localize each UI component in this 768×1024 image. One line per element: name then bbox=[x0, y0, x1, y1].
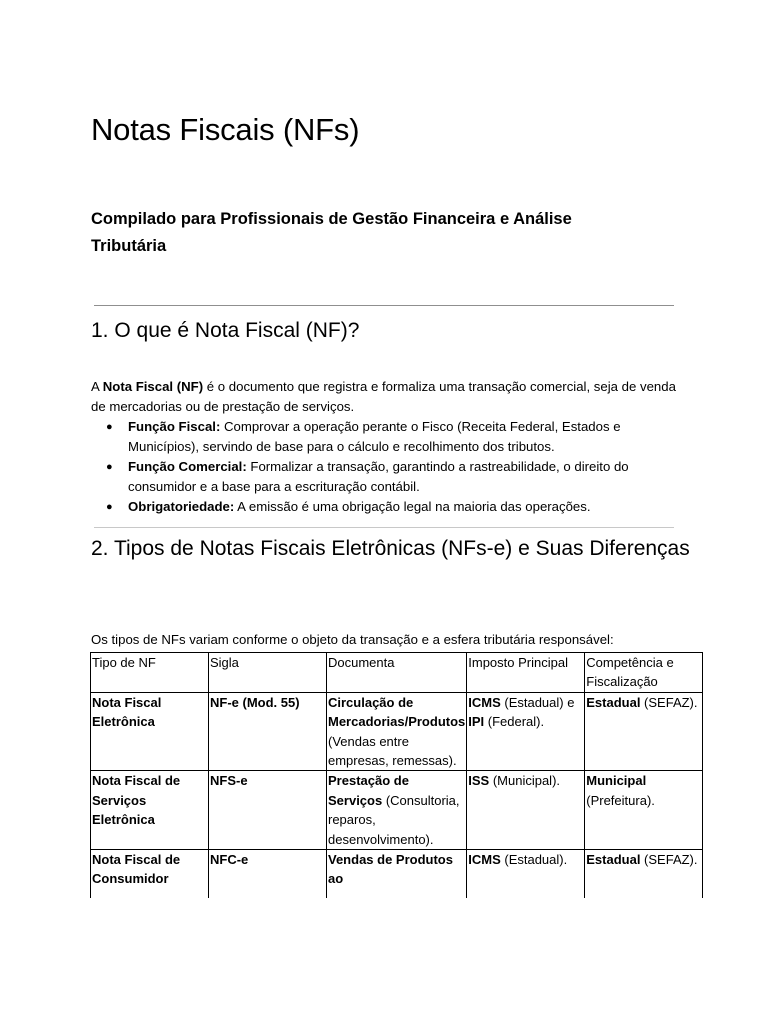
cell-bold-text: Estadual bbox=[586, 852, 641, 868]
intro-bold: Nota Fiscal (NF) bbox=[102, 379, 204, 394]
cell-bold-text: Prestação de Serviços bbox=[328, 773, 409, 808]
table-cell-competencia bbox=[585, 692, 703, 771]
bullet-item-funcao-comercial bbox=[91, 457, 681, 497]
cell-bold-text: ICMS bbox=[468, 852, 501, 868]
table-cell-documenta bbox=[327, 771, 467, 850]
bullet-label: Função Comercial: bbox=[128, 459, 247, 474]
cell-text: NFS-e bbox=[210, 773, 248, 789]
section-1-heading: 1. O que é Nota Fiscal (NF)? bbox=[91, 319, 360, 342]
table-cell-competencia bbox=[585, 771, 703, 850]
cell-text: Nota Fiscal de Serviços Eletrônica bbox=[92, 773, 181, 828]
table-header-cell: Sigla bbox=[209, 653, 327, 693]
table-cell-sigla bbox=[209, 771, 327, 850]
bullet-label: Obrigatoriedade: bbox=[128, 499, 235, 514]
cell-text: (Municipal). bbox=[489, 773, 561, 789]
cell-text: Nota Fiscal Eletrônica bbox=[92, 694, 162, 730]
bullet-icon: ● bbox=[106, 501, 113, 513]
table-cell-tipo bbox=[91, 771, 209, 850]
cell-bold-text: IPI bbox=[468, 714, 485, 730]
cell-text: (Estadual). bbox=[500, 852, 568, 868]
bullet-label: Função Fiscal: bbox=[128, 419, 221, 434]
table-row bbox=[91, 850, 703, 899]
intro-rest: é o documento que registra e formaliza uma transação comercial, seja de venda de mercadorias ou de prestação de serviços. bbox=[91, 379, 676, 414]
horizontal-rule bbox=[94, 305, 674, 306]
cell-text: (Federal). bbox=[484, 714, 545, 730]
table-header-cell: Documenta bbox=[327, 653, 467, 693]
bullet-icon: ● bbox=[106, 461, 113, 473]
table-cell-tipo bbox=[91, 692, 209, 771]
table-cell-competencia bbox=[585, 850, 703, 899]
horizontal-rule bbox=[94, 527, 674, 528]
section-2-heading: 2. Tipos de Notas Fiscais Eletrônicas (NFs-e) e Suas Diferenças bbox=[91, 537, 690, 560]
section-2-intro: Os tipos de NFs variam conforme o objeto da transação e a esfera tributária responsável: bbox=[91, 632, 614, 647]
cell-bold-text: ISS bbox=[468, 773, 490, 789]
cell-bold-text: Circulação de Mercadorias/Produtos bbox=[328, 694, 466, 730]
table-header-cell: Competência e Fiscalização bbox=[585, 653, 703, 693]
document-subtitle: Compilado para Profissionais de Gestão Financeira e Análise Tributária bbox=[91, 210, 572, 255]
cell-text: NF-e (Mod. 55) bbox=[210, 694, 300, 710]
cell-bold-text: ICMS bbox=[468, 694, 501, 710]
table-cell-sigla bbox=[209, 692, 327, 771]
cell-text: (SEFAZ). bbox=[640, 852, 698, 868]
table-header-cell: Tipo de NF bbox=[91, 653, 209, 693]
bullet-text: Formalizar a transação, garantindo a rastreabilidade, o direito do consumidor e a base para a escrituração contábil. bbox=[128, 459, 629, 494]
table-row bbox=[91, 771, 703, 850]
cell-bold-text: Vendas de Produtos ao bbox=[328, 852, 453, 887]
cell-text: (Vendas entre empresas, remessas). bbox=[328, 733, 457, 769]
intro-prefix: A bbox=[91, 379, 103, 394]
table-header-row bbox=[91, 653, 703, 693]
bullet-item-funcao-fiscal bbox=[91, 417, 681, 457]
table-cell-documenta bbox=[327, 850, 467, 899]
document-title: Notas Fiscais (NFs) bbox=[91, 112, 360, 147]
table-cell-documenta bbox=[327, 692, 467, 771]
table-cell-imposto bbox=[467, 771, 585, 850]
table-row bbox=[91, 692, 703, 771]
cell-text: (Estadual) e bbox=[500, 694, 575, 710]
cell-text: Nota Fiscal de Consumidor bbox=[92, 852, 181, 887]
nf-types-table bbox=[90, 652, 703, 898]
table-cell-sigla bbox=[209, 850, 327, 899]
section-1-intro bbox=[91, 377, 681, 417]
table-cell-imposto bbox=[467, 850, 585, 899]
bullet-icon: ● bbox=[106, 421, 113, 433]
bullet-text: A emissão é uma obrigação legal na maioria das operações. bbox=[234, 499, 591, 514]
table-cell-tipo bbox=[91, 850, 209, 899]
table-cell-imposto bbox=[467, 692, 585, 771]
section-1-bullet-list bbox=[91, 417, 681, 517]
bullet-item-obrigatoriedade bbox=[91, 497, 681, 517]
cell-text: (SEFAZ). bbox=[640, 694, 698, 710]
cell-text: NFC-e bbox=[210, 852, 249, 868]
cell-text: (Prefeitura). bbox=[586, 792, 655, 808]
table-header-cell: Imposto Principal bbox=[467, 653, 585, 693]
cell-text: (Consultoria, reparos, desenvolvimento). bbox=[328, 792, 460, 847]
bullet-text: Comprovar a operação perante o Fisco (Receita Federal, Estados e Municípios), servindo de base para o cálculo e recolhimento dos tributos. bbox=[128, 419, 621, 454]
cell-bold-text: Municipal bbox=[586, 773, 647, 789]
cell-bold-text: Estadual bbox=[586, 694, 641, 710]
